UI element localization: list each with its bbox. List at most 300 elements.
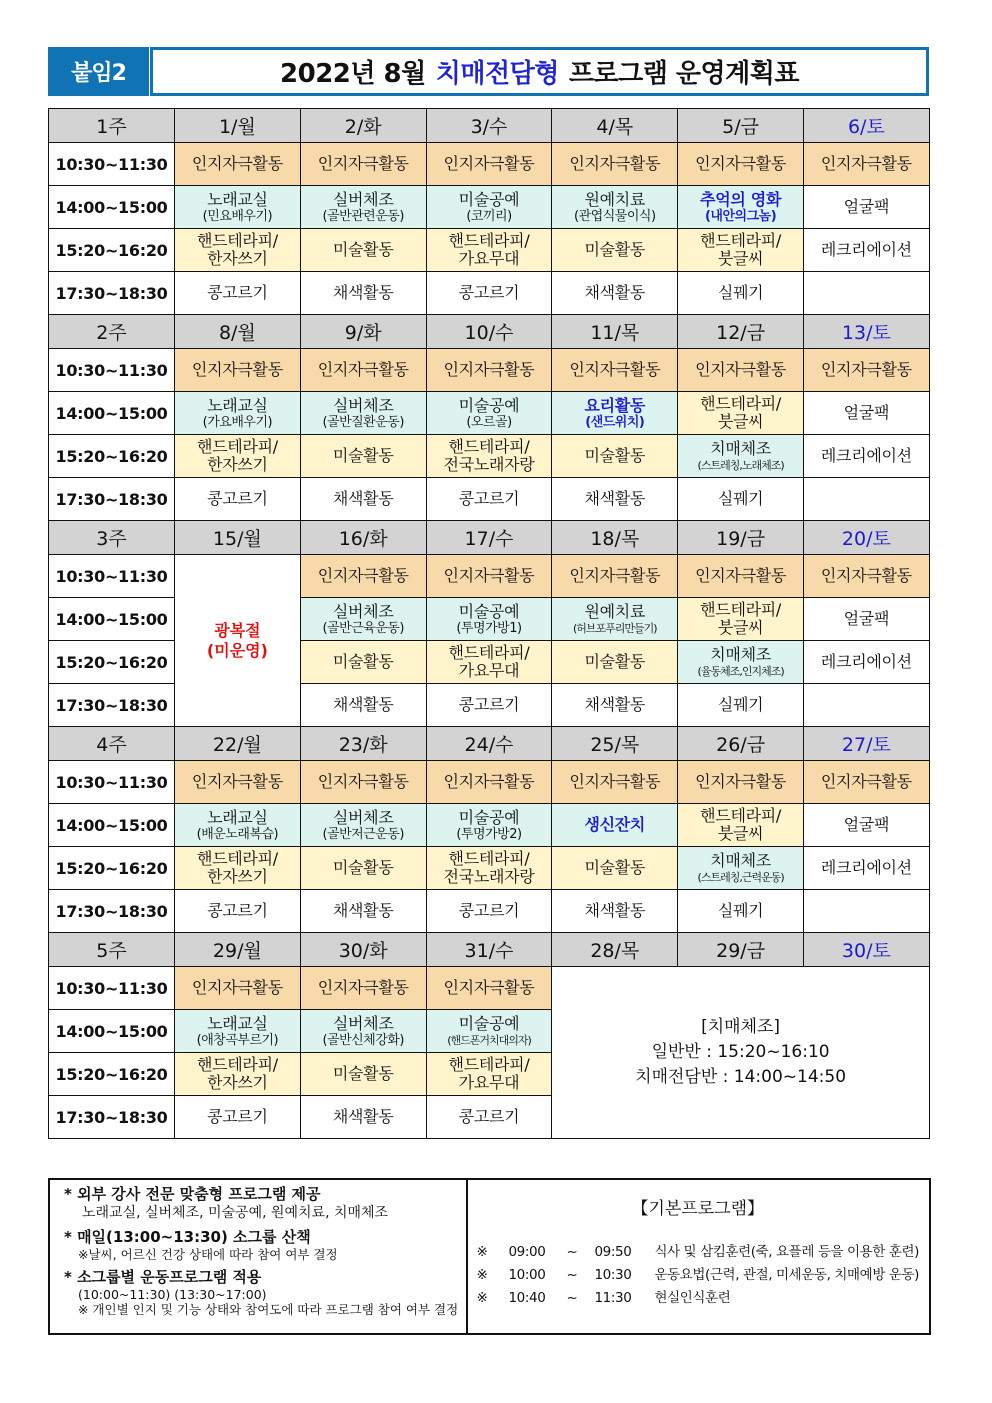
program-name: 인지자극활동 bbox=[569, 360, 661, 379]
dementia-exercise-note: [치매체조] 일반반 : 15:20~16:10 치매전담반 : 14:00~14:50 bbox=[552, 967, 929, 1139]
program-name: 핸드테라피/ bbox=[448, 231, 530, 250]
program-name: 인지자극활동 bbox=[317, 566, 409, 585]
program-cell bbox=[426, 804, 552, 847]
program-name: 인지자극활동 bbox=[443, 360, 535, 379]
program-name: 미술활동 bbox=[332, 652, 394, 671]
program-name: 치매체조 bbox=[710, 438, 771, 458]
program-cell bbox=[803, 804, 929, 847]
program-cell bbox=[803, 143, 929, 186]
day-header: 30/화 bbox=[300, 933, 426, 967]
program-name: 채색활동 bbox=[584, 489, 646, 508]
attachment-badge: 붙임2 bbox=[48, 47, 149, 96]
program-name: 채색활동 bbox=[332, 489, 394, 508]
week-header-row bbox=[49, 727, 930, 761]
program-name: 실버체조 bbox=[332, 601, 394, 621]
program-name: 추억의 영화 bbox=[700, 189, 782, 209]
program-cell bbox=[426, 684, 552, 727]
program-name: 실꿰기 bbox=[717, 901, 764, 920]
time-slot: 15:20~16:20 bbox=[49, 435, 175, 478]
title-rest: 프로그램 운영계획표 bbox=[568, 59, 799, 89]
title-date: 2022년 8월 bbox=[280, 59, 426, 89]
program-detail: 전국노래자랑 bbox=[443, 867, 535, 886]
program-cell bbox=[426, 229, 552, 272]
time-slot-row bbox=[49, 761, 930, 804]
program-cell bbox=[426, 1096, 552, 1139]
day-header: 31/수 bbox=[426, 933, 552, 967]
program-cell bbox=[803, 392, 929, 435]
program-detail: (오르골) bbox=[466, 414, 512, 430]
program-detail: 한자쓰기 bbox=[207, 249, 268, 268]
program-cell bbox=[175, 186, 301, 229]
program-cell bbox=[300, 478, 426, 521]
time-slot: 10:30~11:30 bbox=[49, 349, 175, 392]
program-name: 인지자극활동 bbox=[443, 154, 535, 173]
day-header: 9/화 bbox=[300, 315, 426, 349]
program-cell bbox=[803, 349, 929, 392]
program-name: 인지자극활동 bbox=[317, 978, 409, 997]
program-detail: (투명가방1) bbox=[456, 620, 522, 636]
week-label: 3주 bbox=[49, 521, 175, 555]
program-cell bbox=[175, 761, 301, 804]
program-cell bbox=[803, 186, 929, 229]
program-name: 얼굴팩 bbox=[843, 197, 890, 216]
program-name: 실버체조 bbox=[332, 189, 394, 209]
program-name: 채색활동 bbox=[332, 901, 394, 920]
time-slot: 17:30~18:30 bbox=[49, 890, 175, 933]
time-slot: 17:30~18:30 bbox=[49, 478, 175, 521]
program-name: 미술활동 bbox=[584, 858, 646, 877]
day-header: 26/금 bbox=[678, 727, 804, 761]
day-header: 1/월 bbox=[175, 109, 301, 143]
program-cell bbox=[426, 847, 552, 890]
program-cell bbox=[552, 392, 678, 435]
program-name: 미술활동 bbox=[332, 446, 394, 465]
program-name: 실버체조 bbox=[332, 1013, 394, 1033]
program-name: 콩고르기 bbox=[458, 695, 520, 714]
program-cell bbox=[803, 229, 929, 272]
program-cell bbox=[175, 143, 301, 186]
program-detail: (율동체조,인지체조) bbox=[697, 664, 784, 678]
program-name: 핸드테라피/ bbox=[196, 1055, 278, 1074]
program-name: 인지자극활동 bbox=[317, 154, 409, 173]
program-cell bbox=[803, 555, 929, 598]
day-header: 17/수 bbox=[426, 521, 552, 555]
program-cell bbox=[300, 1096, 426, 1139]
program-cell bbox=[300, 1010, 426, 1053]
program-cell bbox=[175, 349, 301, 392]
program-cell bbox=[552, 890, 678, 933]
day-header: 24/수 bbox=[426, 727, 552, 761]
program-detail: 한자쓰기 bbox=[207, 1073, 268, 1092]
program-name: 실버체조 bbox=[332, 395, 394, 415]
program-cell bbox=[803, 478, 929, 521]
week-header-row bbox=[49, 315, 930, 349]
program-cell bbox=[552, 598, 678, 641]
program-cell bbox=[552, 555, 678, 598]
basic-program-title: 【기본프로그램】 bbox=[631, 1199, 765, 1219]
program-name: 인지자극활동 bbox=[317, 772, 409, 791]
time-slot: 15:20~16:20 bbox=[49, 229, 175, 272]
title-accent: 치매전담형 bbox=[435, 59, 559, 89]
program-name: 얼굴팩 bbox=[843, 403, 890, 422]
note-daily-walk: * 매일(13:00~13:30) 소그룹 산책 ※날씨, 어르신 건강 상태에 따라 참여 여부 결정 bbox=[64, 1228, 338, 1262]
program-cell bbox=[426, 967, 552, 1010]
time-slot-row bbox=[49, 890, 930, 933]
program-detail: (스트레칭,근력운동) bbox=[697, 870, 784, 884]
program-cell bbox=[678, 349, 804, 392]
program-cell bbox=[300, 804, 426, 847]
program-name: 콩고르기 bbox=[458, 901, 520, 920]
time-slot: 17:30~18:30 bbox=[49, 272, 175, 315]
time-slot: 14:00~15:00 bbox=[49, 1010, 175, 1053]
program-name: 콩고르기 bbox=[458, 489, 520, 508]
program-name: 콩고르기 bbox=[207, 901, 268, 920]
program-name: 인지자극활동 bbox=[820, 566, 912, 585]
program-name: 원예치료 bbox=[584, 189, 646, 209]
program-cell bbox=[803, 435, 929, 478]
program-name: 채색활동 bbox=[332, 1107, 394, 1126]
program-name: 핸드테라피/ bbox=[448, 643, 530, 662]
program-name: 미술공예 bbox=[458, 1013, 520, 1033]
basic-program-panel bbox=[468, 1180, 929, 1333]
time-slot: 14:00~15:00 bbox=[49, 598, 175, 641]
day-header: 3/수 bbox=[426, 109, 552, 143]
holiday-cell: 광복절 (미운영) bbox=[175, 555, 301, 727]
day-header: 15/월 bbox=[175, 521, 301, 555]
program-name: 인지자극활동 bbox=[569, 154, 661, 173]
day-header: 13/토 bbox=[803, 315, 929, 349]
program-cell bbox=[803, 847, 929, 890]
week-header-row bbox=[49, 521, 930, 555]
program-detail: 한자쓰기 bbox=[207, 455, 268, 474]
program-name: 인지자극활동 bbox=[695, 154, 787, 173]
program-cell bbox=[426, 761, 552, 804]
program-detail: (내안의그놈) bbox=[704, 208, 777, 224]
program-name: 노래교실 bbox=[207, 189, 268, 209]
program-detail: (골반저근운동) bbox=[322, 826, 404, 842]
week-label: 5주 bbox=[49, 933, 175, 967]
program-name: 원예치료 bbox=[584, 601, 646, 621]
time-slot-row bbox=[49, 186, 930, 229]
program-name: 인지자극활동 bbox=[569, 566, 661, 585]
program-cell bbox=[300, 555, 426, 598]
basic-program-item: ※ 10:00 ~ 10:30 운동요법(근력, 관절, 미세운동, 치매예방 운동) bbox=[476, 1267, 919, 1283]
program-cell bbox=[300, 890, 426, 933]
program-cell bbox=[552, 435, 678, 478]
schedule-table bbox=[48, 108, 930, 1139]
time-slot-row bbox=[49, 143, 930, 186]
program-cell bbox=[300, 761, 426, 804]
program-name: 핸드테라피/ bbox=[700, 600, 782, 619]
time-slot: 15:20~16:20 bbox=[49, 847, 175, 890]
program-cell bbox=[300, 349, 426, 392]
program-name: 인지자극활동 bbox=[820, 360, 912, 379]
program-name: 콩고르기 bbox=[207, 1107, 268, 1126]
week-label: 4주 bbox=[49, 727, 175, 761]
program-cell bbox=[300, 392, 426, 435]
program-cell bbox=[678, 143, 804, 186]
program-name: 미술활동 bbox=[332, 240, 394, 259]
day-header: 30/토 bbox=[803, 933, 929, 967]
program-detail: (민요배우기) bbox=[202, 208, 273, 224]
program-name: 치매체조 bbox=[710, 644, 771, 664]
program-name: 인지자극활동 bbox=[569, 772, 661, 791]
program-name: 인지자극활동 bbox=[820, 772, 912, 791]
program-cell bbox=[426, 186, 552, 229]
day-header: 29/월 bbox=[175, 933, 301, 967]
time-slot-row bbox=[49, 392, 930, 435]
program-cell bbox=[678, 598, 804, 641]
program-cell bbox=[300, 435, 426, 478]
program-name: 생신잔치 bbox=[584, 815, 646, 834]
program-cell bbox=[803, 272, 929, 315]
program-name: 노래교실 bbox=[207, 395, 268, 415]
program-cell bbox=[552, 272, 678, 315]
program-name: 핸드테라피/ bbox=[196, 231, 278, 250]
program-cell bbox=[552, 349, 678, 392]
program-cell bbox=[426, 272, 552, 315]
program-name: 핸드테라피/ bbox=[700, 394, 782, 413]
program-name: 인지자극활동 bbox=[443, 772, 535, 791]
program-name: 얼굴팩 bbox=[843, 609, 890, 628]
program-cell bbox=[175, 1010, 301, 1053]
footer-notes bbox=[48, 1178, 931, 1335]
program-name: 인지자극활동 bbox=[820, 154, 912, 173]
program-detail: (샌드위치) bbox=[585, 414, 645, 430]
week-header-row bbox=[49, 109, 930, 143]
program-detail: (핸드폰거치대의자) bbox=[447, 1033, 531, 1047]
program-detail: (가요배우기) bbox=[202, 414, 273, 430]
program-cell bbox=[426, 598, 552, 641]
program-cell bbox=[426, 435, 552, 478]
program-cell bbox=[678, 761, 804, 804]
program-name: 핸드테라피/ bbox=[448, 1055, 530, 1074]
week-header-row bbox=[49, 933, 930, 967]
program-cell bbox=[678, 272, 804, 315]
program-cell bbox=[175, 847, 301, 890]
day-header: 5/금 bbox=[678, 109, 804, 143]
time-slot-row bbox=[49, 349, 930, 392]
day-header: 18/목 bbox=[552, 521, 678, 555]
program-cell bbox=[552, 186, 678, 229]
day-header: 16/화 bbox=[300, 521, 426, 555]
program-name: 레크리에이션 bbox=[820, 240, 912, 259]
program-cell bbox=[175, 435, 301, 478]
program-cell bbox=[300, 967, 426, 1010]
program-detail: (관엽식물이식) bbox=[574, 208, 656, 224]
program-cell bbox=[426, 143, 552, 186]
day-header: 25/목 bbox=[552, 727, 678, 761]
program-cell bbox=[426, 349, 552, 392]
program-cell bbox=[552, 804, 678, 847]
time-slot-row bbox=[49, 804, 930, 847]
program-detail: (투명가방2) bbox=[456, 826, 522, 842]
program-name: 인지자극활동 bbox=[191, 360, 283, 379]
day-header: 6/토 bbox=[803, 109, 929, 143]
program-name: 노래교실 bbox=[207, 807, 268, 827]
program-detail: 가요무대 bbox=[458, 1073, 520, 1092]
program-name: 핸드테라피/ bbox=[700, 231, 782, 250]
program-name: 레크리에이션 bbox=[820, 652, 912, 671]
time-slot: 10:30~11:30 bbox=[49, 761, 175, 804]
program-cell bbox=[552, 761, 678, 804]
program-name: 인지자극활동 bbox=[317, 360, 409, 379]
program-cell bbox=[552, 229, 678, 272]
day-header: 28/목 bbox=[552, 933, 678, 967]
program-cell bbox=[175, 1053, 301, 1096]
program-cell bbox=[175, 890, 301, 933]
day-header: 20/토 bbox=[803, 521, 929, 555]
program-name: 인지자극활동 bbox=[695, 772, 787, 791]
day-header: 11/목 bbox=[552, 315, 678, 349]
program-name: 인지자극활동 bbox=[191, 154, 283, 173]
program-name: 인지자극활동 bbox=[695, 566, 787, 585]
program-name: 미술공예 bbox=[458, 189, 520, 209]
program-name: 채색활동 bbox=[584, 283, 646, 302]
day-header: 27/토 bbox=[803, 727, 929, 761]
program-detail: (골반관련운동) bbox=[322, 208, 404, 224]
program-cell bbox=[426, 478, 552, 521]
day-header: 8/월 bbox=[175, 315, 301, 349]
program-name: 핸드테라피/ bbox=[700, 806, 782, 825]
program-name: 콩고르기 bbox=[207, 283, 268, 302]
time-slot: 10:30~11:30 bbox=[49, 967, 175, 1010]
day-header: 29/금 bbox=[678, 933, 804, 967]
program-cell bbox=[803, 890, 929, 933]
day-header: 4/목 bbox=[552, 109, 678, 143]
program-name: 미술활동 bbox=[332, 858, 394, 877]
program-name: 인지자극활동 bbox=[695, 360, 787, 379]
program-cell bbox=[426, 555, 552, 598]
program-name: 요리활동 bbox=[584, 395, 646, 415]
program-cell bbox=[552, 684, 678, 727]
program-cell bbox=[300, 186, 426, 229]
program-name: 콩고르기 bbox=[458, 1107, 520, 1126]
program-cell bbox=[175, 272, 301, 315]
notes-panel bbox=[50, 1180, 468, 1333]
time-slot-row bbox=[49, 967, 930, 1010]
program-cell bbox=[678, 684, 804, 727]
week-label: 2주 bbox=[49, 315, 175, 349]
day-header: 10/수 bbox=[426, 315, 552, 349]
program-name: 인지자극활동 bbox=[443, 978, 535, 997]
program-name: 채색활동 bbox=[332, 283, 394, 302]
program-cell bbox=[300, 143, 426, 186]
day-header: 19/금 bbox=[678, 521, 804, 555]
program-cell bbox=[300, 598, 426, 641]
day-header: 22/월 bbox=[175, 727, 301, 761]
program-detail: (코끼리) bbox=[466, 208, 512, 224]
program-cell bbox=[175, 804, 301, 847]
week-label: 1주 bbox=[49, 109, 175, 143]
program-name: 인지자극활동 bbox=[443, 566, 535, 585]
program-detail: 붓글씨 bbox=[717, 618, 764, 637]
program-name: 미술활동 bbox=[332, 1064, 394, 1083]
program-name: 실꿰기 bbox=[717, 695, 764, 714]
program-name: 미술활동 bbox=[584, 446, 646, 465]
program-detail: (배운노래복습) bbox=[196, 826, 279, 842]
program-cell bbox=[552, 143, 678, 186]
program-cell bbox=[678, 392, 804, 435]
program-name: 미술공예 bbox=[458, 807, 520, 827]
program-cell bbox=[552, 478, 678, 521]
program-cell bbox=[175, 967, 301, 1010]
program-name: 콩고르기 bbox=[458, 283, 520, 302]
program-detail: (스트레칭,노래체조) bbox=[697, 458, 784, 472]
time-slot-row bbox=[49, 847, 930, 890]
program-name: 레크리에이션 bbox=[820, 858, 912, 877]
program-cell bbox=[300, 641, 426, 684]
program-cell bbox=[678, 847, 804, 890]
program-name: 핸드테라피/ bbox=[448, 437, 530, 456]
page-title bbox=[150, 47, 929, 96]
program-name: 핸드테라피/ bbox=[448, 849, 530, 868]
program-cell bbox=[300, 847, 426, 890]
program-cell bbox=[678, 890, 804, 933]
program-cell bbox=[803, 761, 929, 804]
basic-program-item: ※ 09:00 ~ 09:50 식사 및 삼킴훈련(죽, 요플레 등을 이용한 훈련) bbox=[476, 1244, 919, 1260]
time-slot-row bbox=[49, 435, 930, 478]
program-name: 콩고르기 bbox=[207, 489, 268, 508]
program-name: 실꿰기 bbox=[717, 283, 764, 302]
program-cell bbox=[803, 684, 929, 727]
program-cell bbox=[175, 478, 301, 521]
time-slot: 15:20~16:20 bbox=[49, 641, 175, 684]
program-cell bbox=[175, 229, 301, 272]
program-cell bbox=[678, 435, 804, 478]
program-name: 채색활동 bbox=[332, 695, 394, 714]
program-cell bbox=[300, 229, 426, 272]
program-name: 노래교실 bbox=[207, 1013, 268, 1033]
time-slot-row bbox=[49, 229, 930, 272]
time-slot-row bbox=[49, 272, 930, 315]
time-slot: 14:00~15:00 bbox=[49, 186, 175, 229]
program-cell bbox=[803, 641, 929, 684]
note-exercise-program: * 소그룹별 운동프로그램 적용 (10:00~11:30) (13:30~17:00) ※ 개인별 인지 및 기능 상태와 참여도에 따라 프로그램 참여 여부 결정 bbox=[64, 1268, 459, 1317]
program-detail: 가요무대 bbox=[458, 249, 520, 268]
time-slot: 10:30~11:30 bbox=[49, 143, 175, 186]
program-name: 미술공예 bbox=[458, 601, 520, 621]
time-slot: 15:20~16:20 bbox=[49, 1053, 175, 1096]
program-name: 핸드테라피/ bbox=[196, 849, 278, 868]
program-detail: (허브포푸리만들기) bbox=[572, 621, 657, 635]
program-detail: 한자쓰기 bbox=[207, 867, 268, 886]
program-cell bbox=[552, 847, 678, 890]
program-detail: (애창곡부르기) bbox=[196, 1032, 279, 1048]
program-cell bbox=[300, 272, 426, 315]
time-slot: 17:30~18:30 bbox=[49, 684, 175, 727]
program-cell bbox=[426, 392, 552, 435]
program-cell bbox=[175, 392, 301, 435]
program-name: 핸드테라피/ bbox=[196, 437, 278, 456]
time-slot: 17:30~18:30 bbox=[49, 1096, 175, 1139]
program-name: 인지자극활동 bbox=[191, 978, 283, 997]
basic-program-list bbox=[476, 1241, 919, 1310]
program-name: 채색활동 bbox=[584, 901, 646, 920]
program-name: 실버체조 bbox=[332, 807, 394, 827]
program-name: 인지자극활동 bbox=[191, 772, 283, 791]
program-cell bbox=[426, 1010, 552, 1053]
time-slot: 14:00~15:00 bbox=[49, 392, 175, 435]
program-cell bbox=[175, 1096, 301, 1139]
program-detail: 가요무대 bbox=[458, 661, 520, 680]
program-name: 치매체조 bbox=[710, 850, 771, 870]
program-name: 미술활동 bbox=[584, 240, 646, 259]
program-detail: 붓글씨 bbox=[717, 412, 764, 431]
program-cell bbox=[300, 684, 426, 727]
program-cell bbox=[552, 641, 678, 684]
program-cell bbox=[678, 804, 804, 847]
